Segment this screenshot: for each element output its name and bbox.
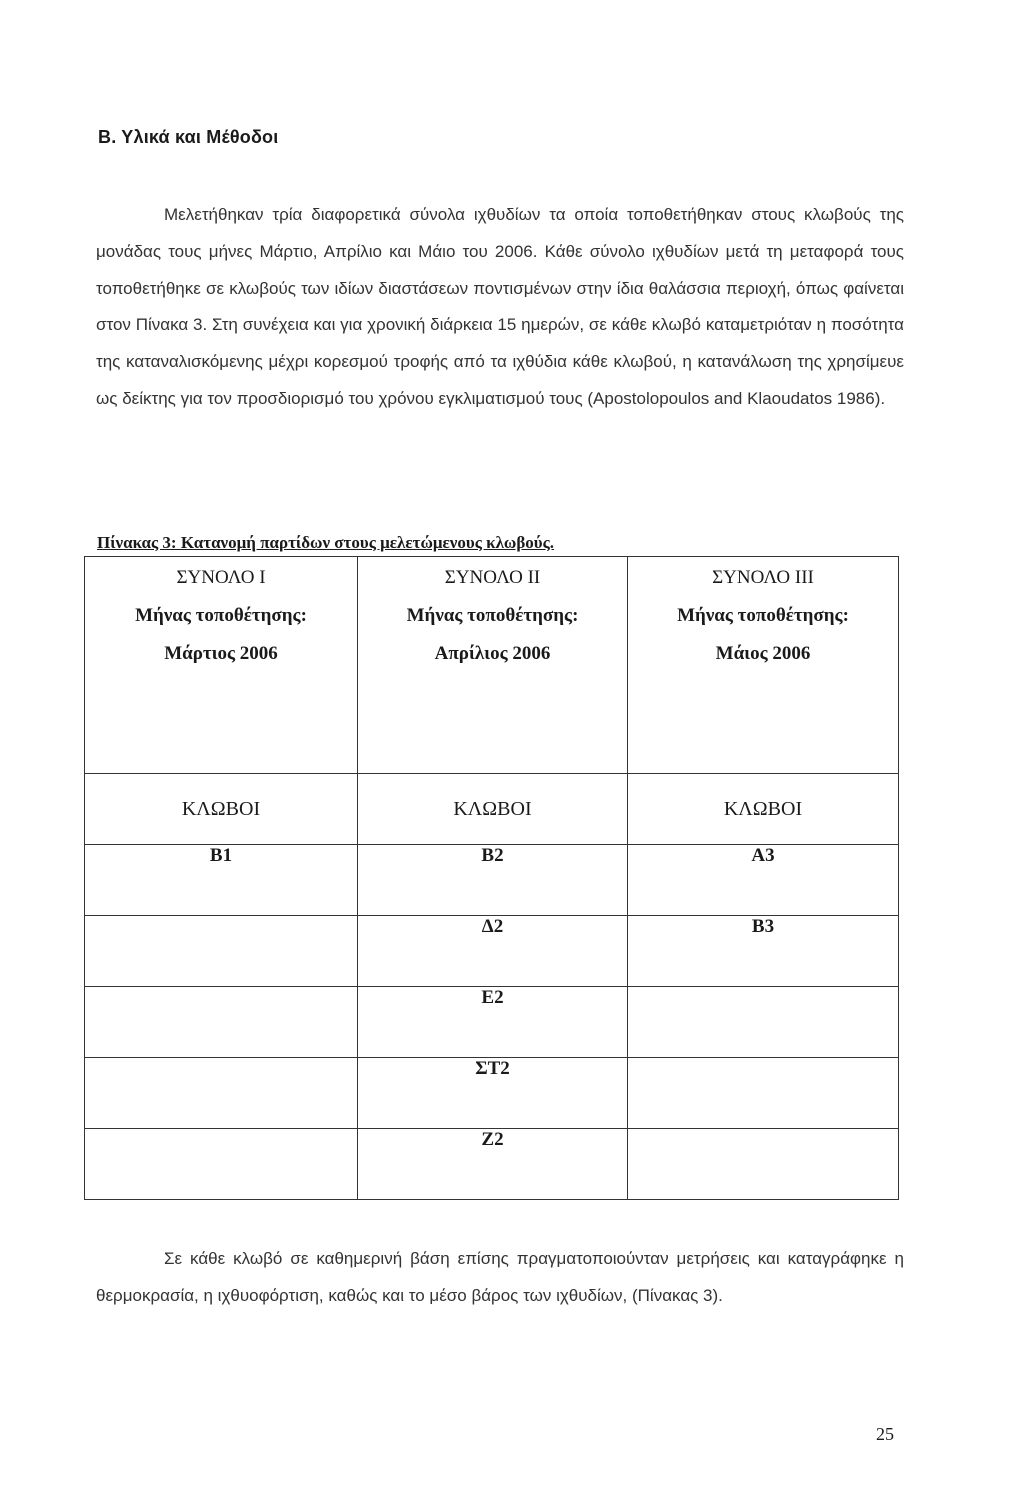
page-number: 25 bbox=[876, 1424, 894, 1444]
cage-cell: Α3 bbox=[628, 845, 899, 916]
table-row bbox=[85, 1058, 899, 1129]
table-caption: Πίνακας 3: Κατανομή παρτίδων στους μελετώμενους κλωβούς. bbox=[97, 533, 555, 552]
cage-cell bbox=[628, 1058, 899, 1129]
placement-month-label: Μήνας τοποθέτησης: bbox=[135, 605, 307, 626]
cage-cell bbox=[85, 1058, 358, 1129]
placement-month-label: Μήνας τοποθέτησης: bbox=[677, 605, 849, 626]
group-header-cell bbox=[85, 557, 358, 774]
cage-cell: Β2 bbox=[358, 845, 628, 916]
group-header-row bbox=[85, 557, 899, 774]
cage-cell bbox=[628, 1129, 899, 1200]
group-name: ΣΥΝΟΛΟ ΙΙ bbox=[444, 567, 541, 588]
section-title: Β. Υλικά και Μέθοδοι bbox=[98, 127, 279, 147]
group-header-cell bbox=[628, 557, 899, 774]
placement-month: Μάιος 2006 bbox=[715, 643, 811, 664]
cage-cell: Β1 bbox=[85, 845, 358, 916]
cages-header-cell: ΚΛΩΒΟΙ bbox=[628, 774, 899, 845]
cage-distribution-table bbox=[84, 556, 899, 1200]
group-name: ΣΥΝΟΛΟ ΙΙΙ bbox=[712, 567, 814, 588]
intro-paragraph: Μελετήθηκαν τρία διαφορετικά σύνολα ιχθυδίων τα οποία τοποθετήθηκαν στους κλωβούς της μονάδας τους μήνες Μάρτιο, Απρίλιο και Μάιο του 2006. Κάθε σύνολο ιχθυδίων μετά τη μεταφορά τους τοποθετήθηκε σε κλωβούς των ιδίων διαστάσεων ποντισμένων στην ίδια θαλάσσια περιοχή, όπως φαίνεται στον Πίνακα 3. Στη συνέχεια και για χρονική διάρκεια 15 ημερών, σε κάθε κλωβό καταμετριόταν η ποσότητα της καταναλισκόμενης μέχρι κορεσμού τροφής από τα ιχθύδια κάθε κλωβού, η κατανάλωση της χρησίμευε ως δείκτης για τον προσδιορισμό του χρόνου εγκλιματισμού τους (Apostolopoulos and Klaoudatos 1986). bbox=[96, 205, 904, 408]
cage-cell: Δ2 bbox=[358, 916, 628, 987]
cages-header-cell: ΚΛΩΒΟΙ bbox=[358, 774, 628, 845]
cage-cell: Ζ2 bbox=[358, 1129, 628, 1200]
placement-month-label: Μήνας τοποθέτησης: bbox=[406, 605, 579, 626]
placement-month: Μάρτιος 2006 bbox=[164, 643, 278, 664]
table-row bbox=[85, 1129, 899, 1200]
group-header-cell bbox=[358, 557, 628, 774]
group-name: ΣΥΝΟΛΟ Ι bbox=[176, 567, 266, 588]
table-row bbox=[85, 845, 899, 916]
cage-cell bbox=[628, 987, 899, 1058]
cage-cell bbox=[85, 916, 358, 987]
cage-cell bbox=[85, 987, 358, 1058]
cage-cell: Β3 bbox=[628, 916, 899, 987]
cages-header-cell: ΚΛΩΒΟΙ bbox=[85, 774, 358, 845]
cage-cell bbox=[85, 1129, 358, 1200]
cages-header-row bbox=[85, 774, 899, 845]
table-row bbox=[85, 916, 899, 987]
cage-cell: Ε2 bbox=[358, 987, 628, 1058]
placement-month: Απρίλιος 2006 bbox=[434, 643, 551, 664]
measurements-paragraph: Σε κάθε κλωβό σε καθημερινή βάση επίσης πραγματοποιούνταν μετρήσεις και καταγράφηκε η θερμοκρασία, η ιχθυοφόρτιση, καθώς και το μέσο βάρος των ιχθυδίων, (Πίνακας 3). bbox=[96, 1249, 904, 1305]
cage-cell: ΣΤ2 bbox=[358, 1058, 628, 1129]
table-row bbox=[85, 987, 899, 1058]
